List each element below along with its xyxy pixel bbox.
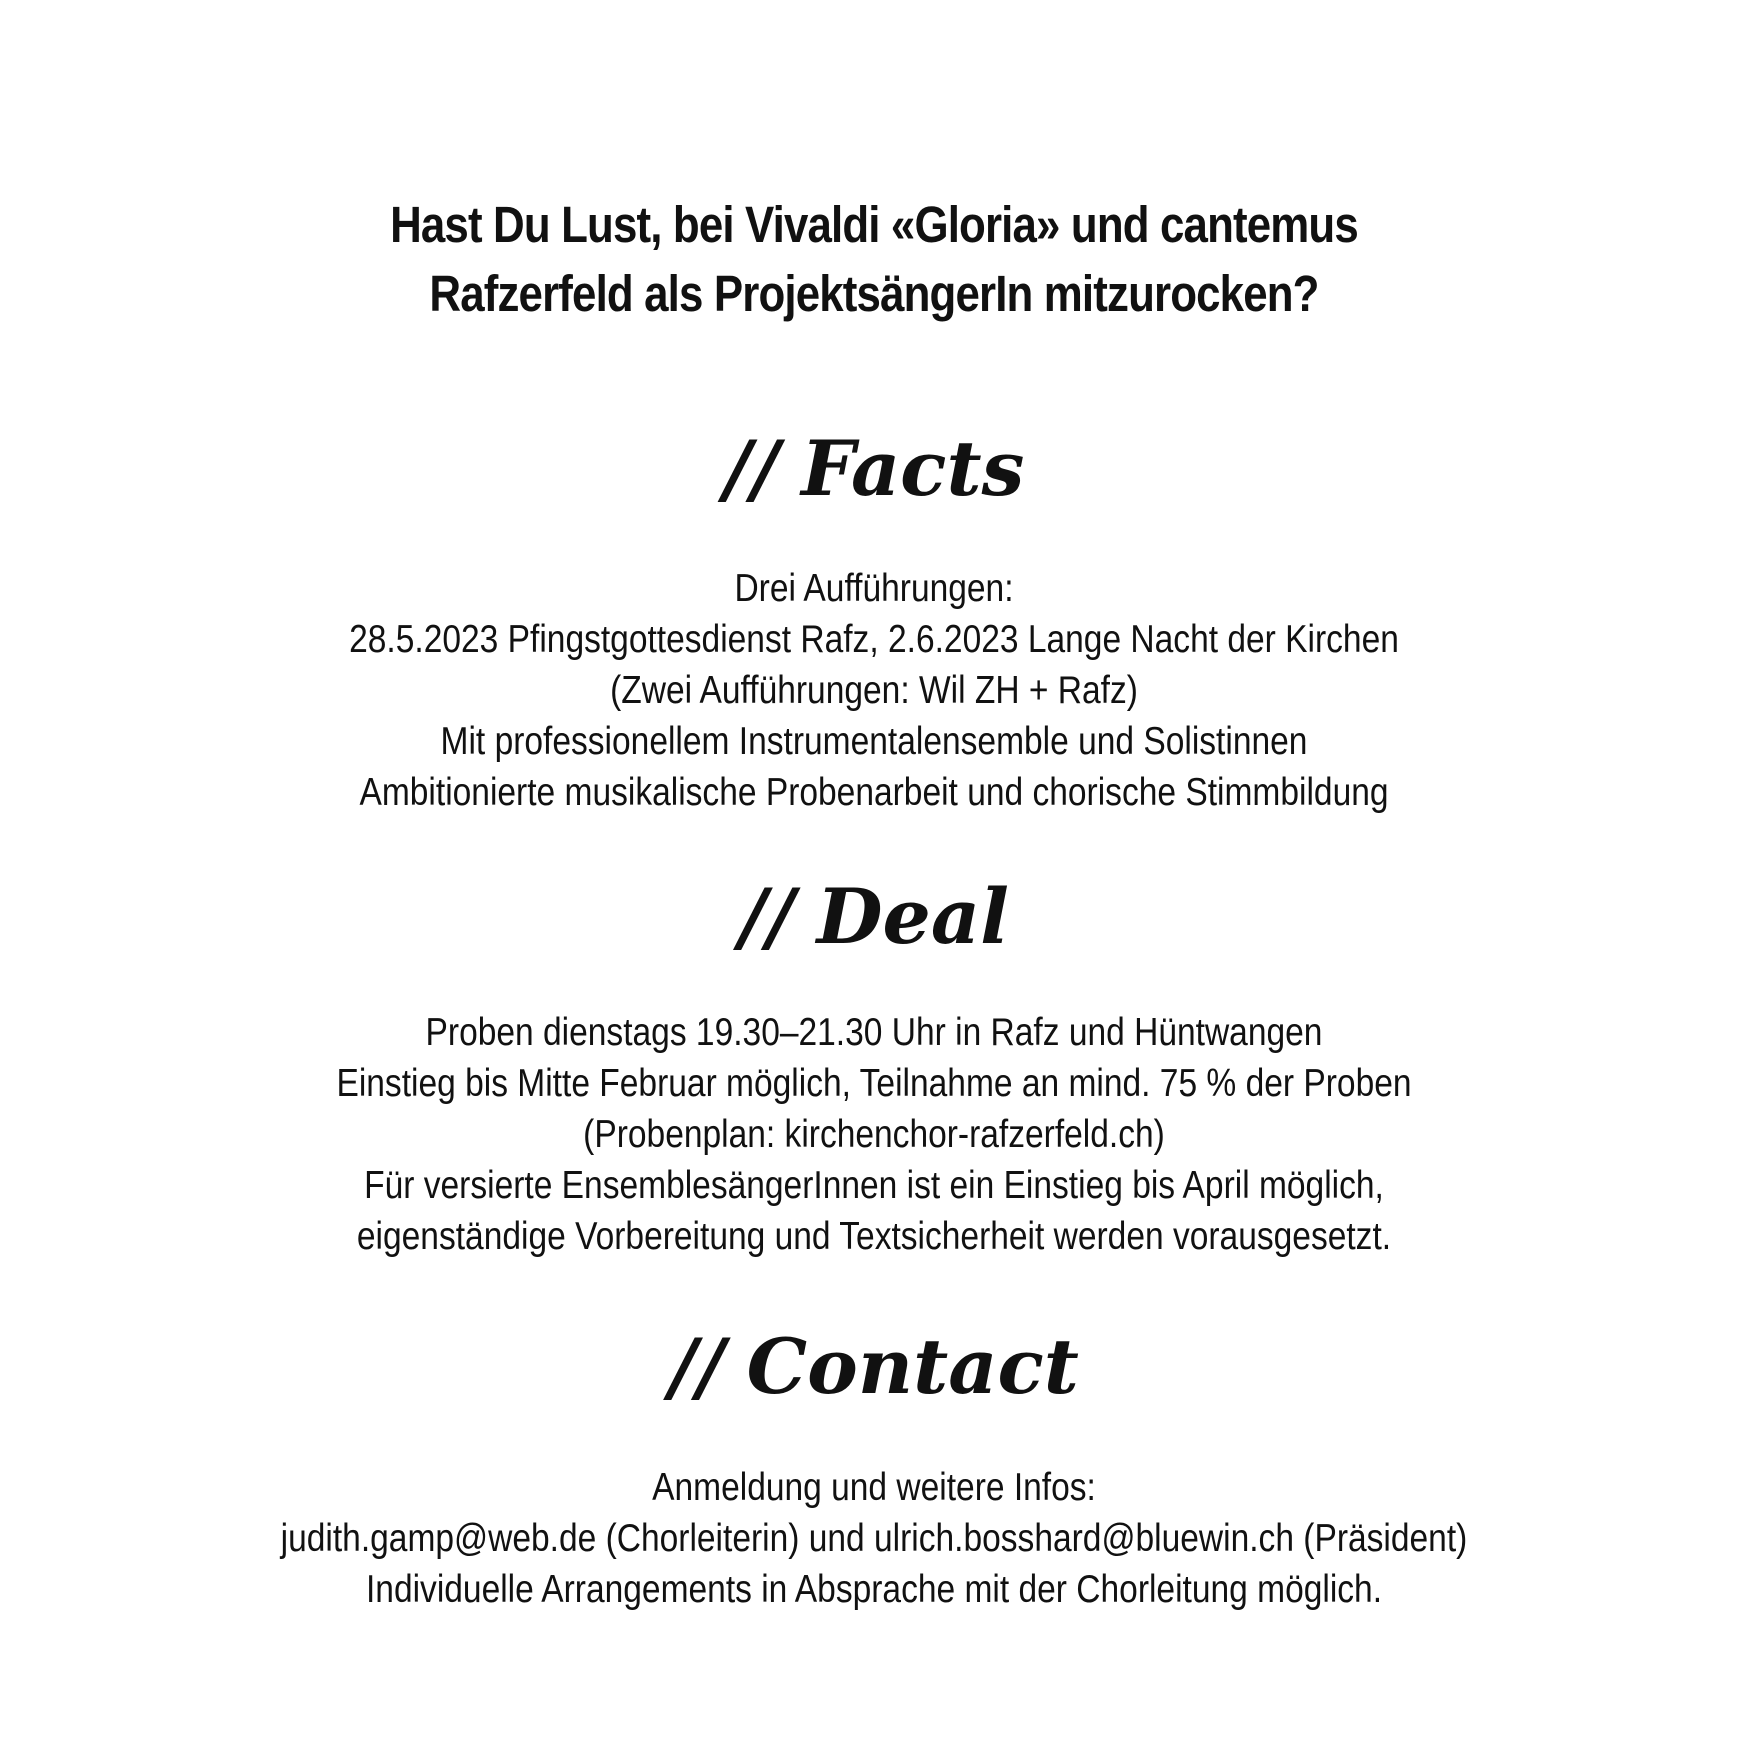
contact-line: judith.gamp@web.de (Chorleiterin) und ulrich.bosshard@bluewin.ch (Präsident) <box>280 1517 1468 1560</box>
contact-line: Individuelle Arrangements in Absprache mit der Chorleitung möglich. <box>365 1568 1383 1611</box>
deal-line: Proben dienstags 19.30–21.30 Uhr in Rafz und Hüntwangen <box>425 1011 1323 1054</box>
deal-heading-slashes: // <box>739 872 795 961</box>
facts-heading <box>0 424 1748 514</box>
deal-heading-text: Deal <box>816 872 1009 961</box>
deal-section-body <box>122 1007 1625 1262</box>
intro-line-1: Hast Du Lust, bei Vivaldi «Gloria» und cantemus <box>390 196 1358 253</box>
contact-heading <box>0 1322 1748 1412</box>
facts-line: (Zwei Aufführungen: Wil ZH + Rafz) <box>610 669 1138 712</box>
deal-line: Für versierte EnsemblesängerInnen ist ein Einstieg bis April möglich, <box>364 1164 1384 1207</box>
contact-heading-text: Contact <box>746 1322 1079 1411</box>
deal-line: (Probenplan: kirchenchor-rafzerfeld.ch) <box>583 1113 1165 1156</box>
deal-line: Einstieg bis Mitte Februar möglich, Teilnahme an mind. 75 % der Proben <box>336 1062 1412 1105</box>
facts-line: Ambitionierte musikalische Probenarbeit und chorische Stimmbildung <box>359 771 1389 814</box>
deal-line: eigenständige Vorbereitung und Textsicherheit werden vorausgesetzt. <box>356 1215 1392 1258</box>
contact-line: Anmeldung und weitere Infos: <box>652 1466 1096 1509</box>
deal-heading <box>0 872 1748 962</box>
intro-line-2: Rafzerfeld als ProjektsängerIn mitzurocken? <box>429 265 1319 322</box>
intro-question <box>122 190 1625 328</box>
facts-section-body <box>122 563 1625 818</box>
facts-heading-text: Facts <box>801 424 1025 513</box>
facts-heading-slashes: // <box>723 424 780 513</box>
contact-heading-slashes: // <box>669 1322 725 1411</box>
facts-line: 28.5.2023 Pfingstgottesdienst Rafz, 2.6.2023 Lange Nacht der Kirchen <box>349 618 1399 661</box>
contact-section-body <box>122 1462 1625 1615</box>
facts-line: Drei Aufführungen: <box>734 567 1014 610</box>
facts-line: Mit professionellem Instrumentalensemble und Solistinnen <box>440 720 1308 763</box>
